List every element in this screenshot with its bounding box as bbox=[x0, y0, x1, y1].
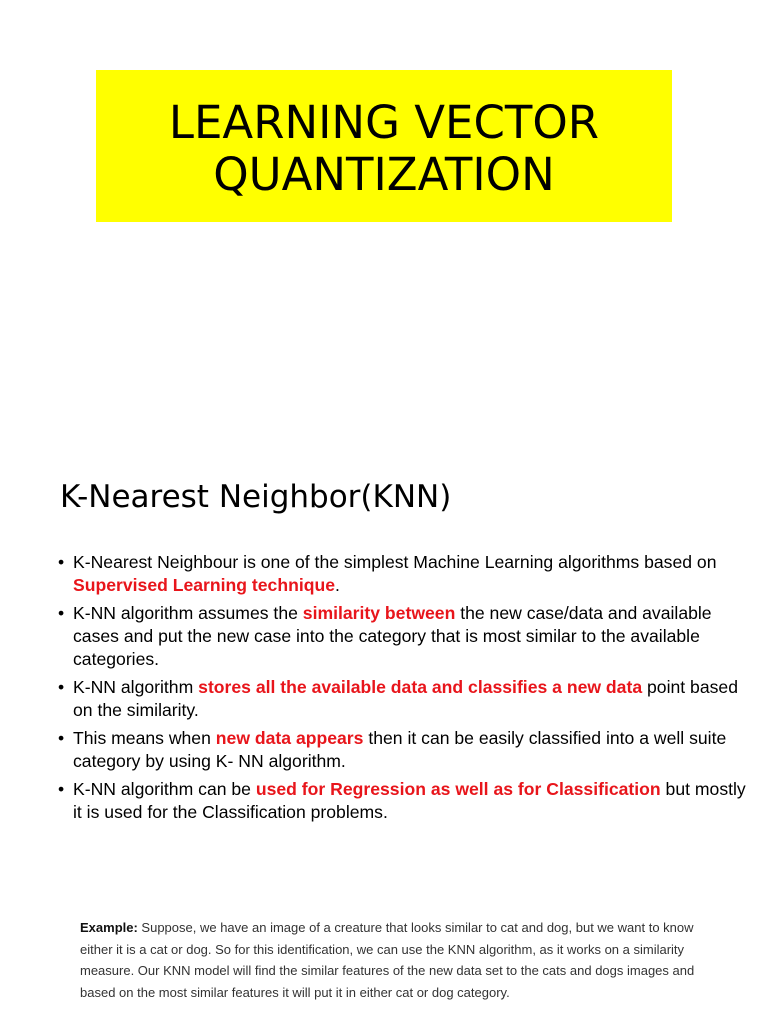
bullet-text: then it can be easily classified into a well suite category by using K- NN algorithm. bbox=[73, 728, 727, 771]
bullet-item bbox=[56, 551, 746, 597]
bullet-text: K-NN algorithm can be bbox=[73, 779, 256, 799]
bullet-highlight: new data appears bbox=[215, 728, 364, 748]
bullet-text: K-Nearest Neighbour is one of the simplest Machine Learning algorithms based on bbox=[73, 552, 717, 572]
title-slide bbox=[0, 0, 768, 440]
bullet-dot-icon: • bbox=[58, 552, 65, 572]
bullet-list bbox=[56, 551, 746, 829]
bullet-text: K-NN algorithm bbox=[73, 677, 199, 697]
bullet-item bbox=[56, 676, 746, 722]
example-label: Example: bbox=[80, 920, 138, 935]
slide-title bbox=[169, 97, 599, 201]
bullet-text: the new case/data and available cases and put the new case into the category that is most similar to the available categories. bbox=[73, 603, 712, 669]
bullet-dot-icon: • bbox=[58, 603, 65, 623]
bullet-dot-icon: • bbox=[58, 728, 65, 748]
bullet-text: This means when bbox=[73, 728, 216, 748]
title-line-1: LEARNING VECTOR bbox=[168, 96, 600, 149]
bullet-item bbox=[56, 778, 746, 824]
example-paragraph bbox=[80, 917, 700, 1003]
title-line-2: QUANTIZATION bbox=[213, 148, 555, 201]
example-text: Suppose, we have an image of a creature that looks similar to cat and dog, but we want to know either it is a cat or dog. So for this identification, we can use the KNN algorithm, as it works on a similarity measure. Our KNN model will find the similar features of the new data set to the cats and dogs images and based on the most similar features it will put it in either cat or dog category. bbox=[80, 920, 695, 1000]
slide-heading: K-Nearest Neighbor(KNN) bbox=[60, 479, 452, 515]
bullet-highlight: Supervised Learning technique bbox=[73, 575, 336, 595]
bullet-highlight: similarity between bbox=[302, 603, 456, 623]
bullet-text: point based on the similarity. bbox=[73, 677, 738, 720]
bullet-text: but mostly it is used for the Classification problems. bbox=[73, 779, 746, 822]
bullet-text: K-NN algorithm assumes the bbox=[73, 603, 303, 623]
bullet-highlight: used for Regression as well as for Classification bbox=[255, 779, 661, 799]
title-banner bbox=[96, 70, 672, 222]
bullet-text: . bbox=[335, 575, 340, 595]
knn-slide bbox=[0, 455, 768, 855]
bullet-dot-icon: • bbox=[58, 779, 65, 799]
bullet-item bbox=[56, 602, 746, 671]
bullet-item bbox=[56, 727, 746, 773]
bullet-dot-icon: • bbox=[58, 677, 65, 697]
bullet-highlight: stores all the available data and classifies a new data bbox=[198, 677, 643, 697]
